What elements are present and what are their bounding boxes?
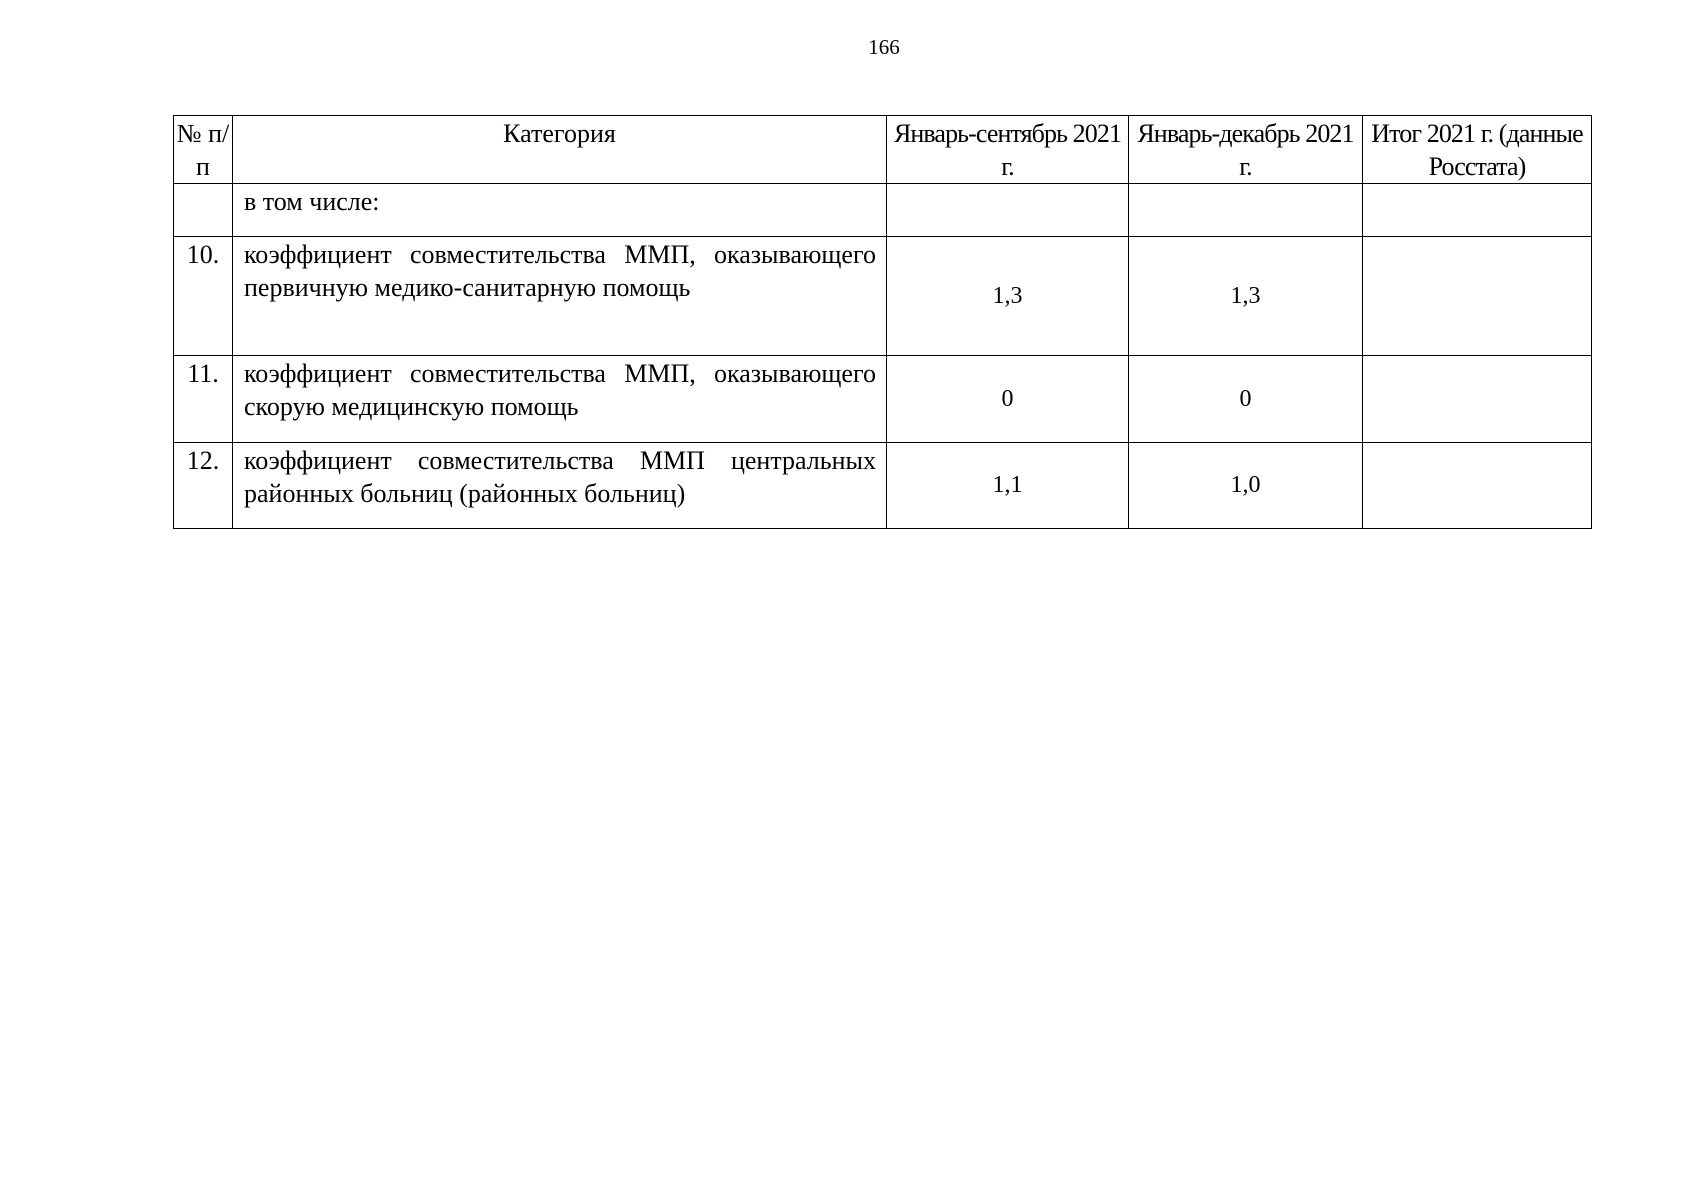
- header-num: № п/п: [174, 116, 233, 184]
- cell-total: [1363, 443, 1592, 529]
- header-jan-dec: Январь-декабрь 2021 г.: [1129, 116, 1363, 184]
- cell-total: [1363, 356, 1592, 443]
- cell-empty: [1129, 184, 1363, 237]
- cell-num: [174, 184, 233, 237]
- page-number: 166: [868, 35, 900, 59]
- header-jan-sep: Январь-сентябрь 2021 г.: [887, 116, 1129, 184]
- cell-jan-sep: 1,1: [887, 443, 1129, 529]
- header-total: Итог 2021 г. (данные Росстата): [1363, 116, 1592, 184]
- cell-category: [233, 443, 887, 529]
- cell-jan-sep: 1,3: [887, 237, 1129, 356]
- cell-jan-dec: 0: [1129, 356, 1363, 443]
- cell-category: [233, 356, 887, 443]
- cell-empty: [1363, 184, 1592, 237]
- table-row: [174, 237, 1592, 356]
- category-text: коэффициент совместительства ММП центральных районных больниц (районных больниц): [244, 446, 876, 508]
- table-header-row: [174, 116, 1592, 184]
- category-text: коэффициент совместительства ММП, оказывающего первичную медико-санитарную помощь: [244, 240, 876, 302]
- cell-total: [1363, 237, 1592, 356]
- cell-subheader: в том числе:: [233, 184, 887, 237]
- cell-category: [233, 237, 887, 356]
- cell-jan-dec: 1,3: [1129, 237, 1363, 356]
- cell-num: 12.: [174, 443, 233, 529]
- cell-num: 11.: [174, 356, 233, 443]
- table-row-subheader: [174, 184, 1592, 237]
- category-text: коэффициент совместительства ММП, оказывающего скорую медицинскую помощь: [244, 359, 876, 421]
- header-category: Категория: [233, 116, 887, 184]
- cell-jan-dec: 1,0: [1129, 443, 1363, 529]
- cell-num: 10.: [174, 237, 233, 356]
- data-table: [173, 115, 1592, 529]
- table-row: [174, 356, 1592, 443]
- cell-empty: [887, 184, 1129, 237]
- cell-jan-sep: 0: [887, 356, 1129, 443]
- table-row: [174, 443, 1592, 529]
